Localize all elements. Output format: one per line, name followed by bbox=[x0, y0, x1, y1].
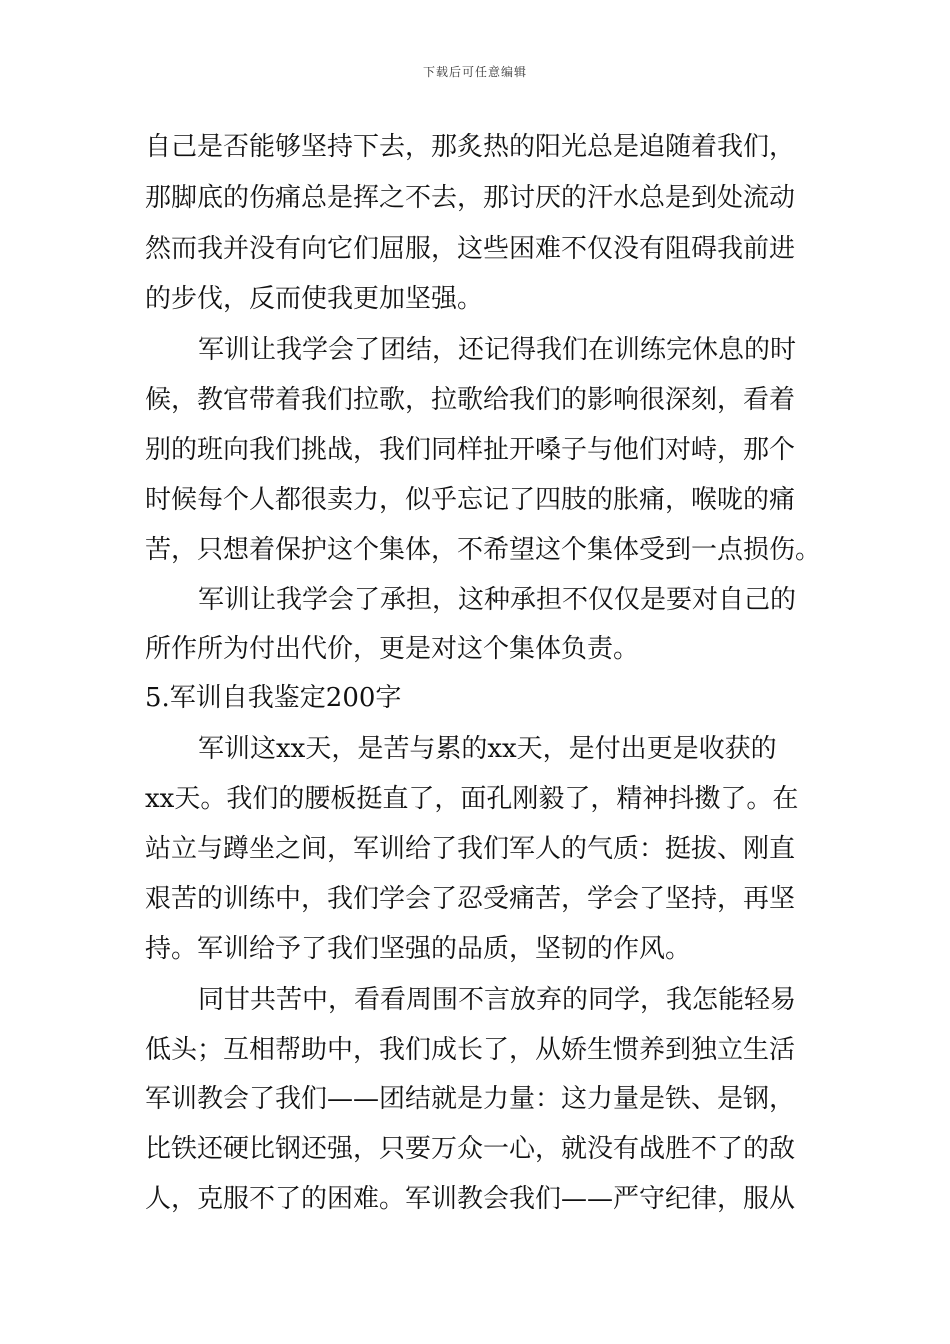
text-line: 军训教会了我们——团结就是力量：这力量是铁、是钢， bbox=[145, 1084, 796, 1114]
text-line: 自己是否能够坚持下去，那炙热的阳光总是追随着我们， bbox=[145, 132, 796, 162]
section-heading: 5.军训自我鉴定200字 bbox=[145, 683, 402, 713]
text-line: 军训让我学会了团结，还记得我们在训练完休息的时 bbox=[198, 335, 797, 365]
text-line: 低头；互相帮助中，我们成长了，从娇生惯养到独立生活 bbox=[145, 1035, 796, 1065]
text-line: 持。军训给予了我们坚强的品质，坚韧的作风。 bbox=[145, 934, 692, 964]
text-line: 时候每个人都很卖力，似乎忘记了四肢的胀痛，喉咙的痛 bbox=[145, 485, 796, 515]
text-line: 苦，只想着保护这个集体，不希望这个集体受到一点损伤。 bbox=[145, 535, 822, 565]
text-line: 那脚底的伤痛总是挥之不去，那讨厌的汗水总是到处流动 bbox=[145, 183, 796, 213]
text-line: 军训这xx天，是苦与累的xx天，是付出更是收获的 bbox=[198, 734, 777, 764]
text-line: 别的班向我们挑战，我们同样扯开嗓子与他们对峙，那个 bbox=[145, 435, 796, 465]
text-line: 所作所为付出代价，更是对这个集体负责。 bbox=[145, 634, 640, 664]
text-line: 比铁还硬比钢还强，只要万众一心，就没有战胜不了的敌 bbox=[145, 1134, 796, 1164]
text-line: 同甘共苦中，看看周围不言放弃的同学，我怎能轻易 bbox=[198, 985, 797, 1015]
text-line: 人，克服不了的困难。军训教会我们——严守纪律，服从 bbox=[145, 1184, 796, 1214]
text-line: 艰苦的训练中，我们学会了忍受痛苦，学会了坚持，再坚 bbox=[145, 884, 796, 914]
text-line: 然而我并没有向它们屈服，这些困难不仅没有阻碍我前进 bbox=[145, 234, 796, 264]
text-line: 军训让我学会了承担，这种承担不仅仅是要对自己的 bbox=[198, 585, 797, 615]
text-line: 的步伐，反而使我更加坚强。 bbox=[145, 284, 484, 314]
page-header: 下载后可任意编辑 bbox=[422, 65, 527, 79]
text-line: 候，教官带着我们拉歌，拉歌给我们的影响很深刻，看着 bbox=[145, 385, 796, 415]
text-line: xx天。我们的腰板挺直了，面孔刚毅了，精神抖擞了。在 bbox=[145, 784, 799, 814]
text-line: 站立与蹲坐之间，军训给了我们军人的气质：挺拔、刚直 bbox=[145, 834, 796, 864]
